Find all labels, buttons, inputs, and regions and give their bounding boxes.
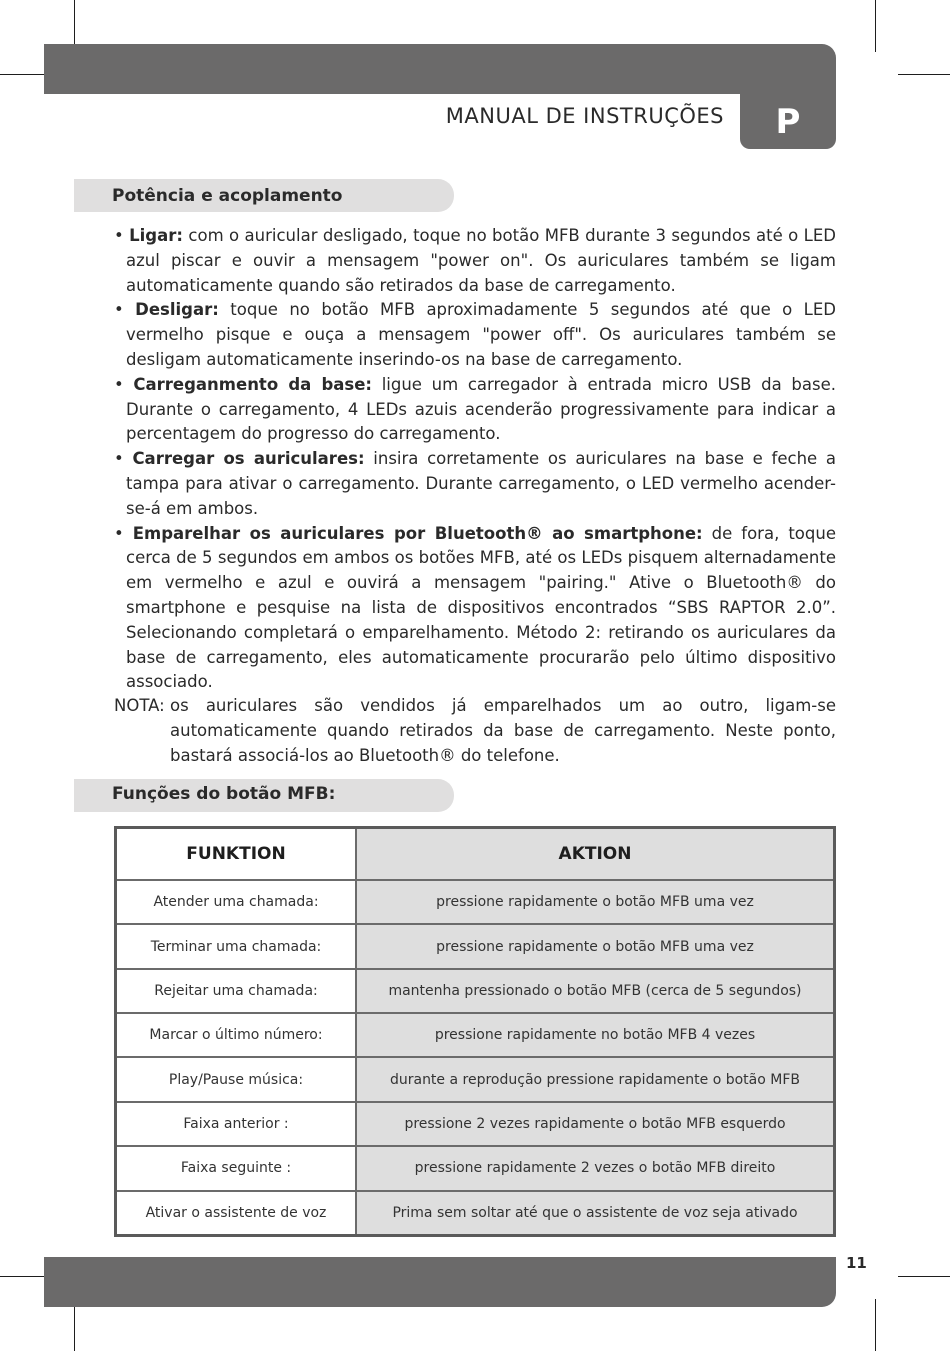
table-row bbox=[116, 880, 835, 924]
bullet-term: Emparelhar os auriculares por Bluetooth® ao smartphone: bbox=[132, 523, 703, 543]
bullet-term: Carreganmento da base: bbox=[133, 374, 373, 394]
note-text: os auriculares são vendidos já emparelhados um ao outro, ligam-se automaticamente quando retirados da base de carregamento. Neste ponto, bastará associá-los ao Bluetooth® do telefone. bbox=[170, 696, 836, 765]
list-item: • Carreganmento da base: ligue um carregador à entrada micro USB da base. Durante o carregamento, 4 LEDs azuis acenderão progressivamente para indicar a percentagem do progresso do carregamento. bbox=[114, 374, 836, 444]
table-row bbox=[116, 1057, 835, 1101]
bullet-text: toque no botão MFB aproximadamente 5 segundos até que o LED vermelho pisque e ouça a mensagem "power off". Os auriculares também se desligam automaticamente inserindo-os na base de carregamento. bbox=[126, 300, 836, 369]
action-cell: pressione rapidamente o botão MFB uma vez bbox=[356, 924, 835, 968]
list-item: • Carregar os auriculares: insira corretamente os auriculares na base e feche a tampa para ativar o carregamento. Durante carregamento, o LED vermelho acender-se-á em ambos. bbox=[114, 449, 836, 518]
manual-title: MANUAL DE INSTRUÇÕES bbox=[445, 104, 724, 128]
bullet-text: com o auricular desligado, toque no botão MFB durante 3 segundos até o LED azul piscar e ouvir a mensagem "power on". Os auriculares também se ligam automaticamente quando são retirados da base de carregamento. bbox=[126, 226, 836, 295]
mfb-functions-table bbox=[114, 826, 836, 1237]
function-cell: Play/Pause música: bbox=[116, 1057, 357, 1101]
action-cell: mantenha pressionado o botão MFB (cerca de 5 segundos) bbox=[356, 969, 835, 1013]
crop-mark bbox=[875, 0, 876, 52]
instruction-list bbox=[114, 224, 836, 695]
action-cell: durante a reprodução pressione rapidamente o botão MFB bbox=[356, 1057, 835, 1101]
table-row bbox=[116, 1146, 835, 1190]
function-cell: Marcar o último número: bbox=[116, 1013, 357, 1057]
bullet-text: ligue um carregador à entrada micro USB da base. Durante o carregamento, 4 LEDs azuis acenderão progressivamente para indicar a percentagem do progresso do carregamento. bbox=[126, 374, 836, 444]
function-cell: Atender uma chamada: bbox=[116, 880, 357, 924]
table-row bbox=[116, 924, 835, 968]
action-cell: pressione rapidamente o botão MFB uma vez bbox=[356, 880, 835, 924]
section-title: Funções do botão MFB: bbox=[112, 784, 336, 804]
table-row bbox=[116, 1102, 835, 1146]
column-header: FUNKTION bbox=[116, 828, 357, 881]
table-row bbox=[116, 1013, 835, 1057]
list-item: • Ligar: com o auricular desligado, toque no botão MFB durante 3 segundos até o LED azul piscar e ouvir a mensagem "power on". Os auriculares também se ligam automaticamente quando são retirados da base de carregamento. bbox=[114, 226, 836, 295]
function-cell: Faixa seguinte : bbox=[116, 1146, 357, 1190]
action-cell: Prima sem soltar até que o assistente de voz seja ativado bbox=[356, 1191, 835, 1236]
table-row bbox=[116, 1191, 835, 1236]
function-cell: Ativar o assistente de voz bbox=[116, 1191, 357, 1236]
bullet-text: de fora, toque cerca de 5 segundos em ambos os botões MFB, até os LEDs pisquem alternadamente em vermelho e azul e ouvirá a mensagem "pairing." Ative o Bluetooth® do smartphone e pesquise na lista de dispositivos encontrados “SBS RAPTOR 2.0”. Selecionando completará o emparelhamento. Método 2: retirando os auriculares da base de carregamento, eles automaticamente procurarão pelo último dispositivo associado. bbox=[126, 523, 836, 692]
function-cell: Terminar uma chamada: bbox=[116, 924, 357, 968]
crop-mark bbox=[898, 74, 950, 75]
action-cell: pressione rapidamente 2 vezes o botão MFB direito bbox=[356, 1146, 835, 1190]
note bbox=[114, 694, 836, 768]
function-cell: Faixa anterior : bbox=[116, 1102, 357, 1146]
page-number: 11 bbox=[846, 1254, 867, 1272]
bullet-term: Ligar: bbox=[129, 226, 183, 245]
action-cell: pressione rapidamente no botão MFB 4 vezes bbox=[356, 1013, 835, 1057]
list-item: • Desligar: toque no botão MFB aproximadamente 5 segundos até que o LED vermelho pisque e ouça a mensagem "power off". Os auriculares também se desligam automaticamente inserindo-os na base de carregamento. bbox=[114, 300, 836, 369]
bullet-text: insira corretamente os auriculares na base e feche a tampa para ativar o carregamento. Durante carregamento, o LED vermelho acender-se-á em ambos. bbox=[126, 449, 836, 518]
bullet-term: Desligar: bbox=[135, 300, 219, 320]
note-label: NOTA: bbox=[114, 696, 165, 715]
footer-bar bbox=[44, 1257, 836, 1307]
bullet-term: Carregar os auriculares: bbox=[132, 449, 365, 469]
column-header: AKTION bbox=[356, 828, 835, 881]
action-cell: pressione 2 vezes rapidamente o botão MFB esquerdo bbox=[356, 1102, 835, 1146]
crop-mark bbox=[898, 1276, 950, 1277]
section-title: Potência e acoplamento bbox=[112, 186, 343, 206]
table-row bbox=[116, 969, 835, 1013]
language-tab: P bbox=[740, 94, 836, 149]
table-header-row bbox=[116, 828, 835, 881]
list-item: • Emparelhar os auriculares por Bluetooth® ao smartphone: de fora, toque cerca de 5 segundos em ambos os botões MFB, até os LEDs pisquem alternadamente em vermelho e azul e ouvirá a mensagem "pairing." Ative o Bluetooth® do smartphone e pesquise na lista de dispositivos encontrados “SBS RAPTOR 2.0”. Selecionando completará o emparelhamento. Método 2: retirando os auriculares da base de carregamento, eles automaticamente procurarão pelo último dispositivo associado. bbox=[114, 523, 836, 692]
function-cell: Rejeitar uma chamada: bbox=[116, 969, 357, 1013]
header-bar bbox=[44, 44, 836, 94]
crop-mark bbox=[875, 1299, 876, 1351]
